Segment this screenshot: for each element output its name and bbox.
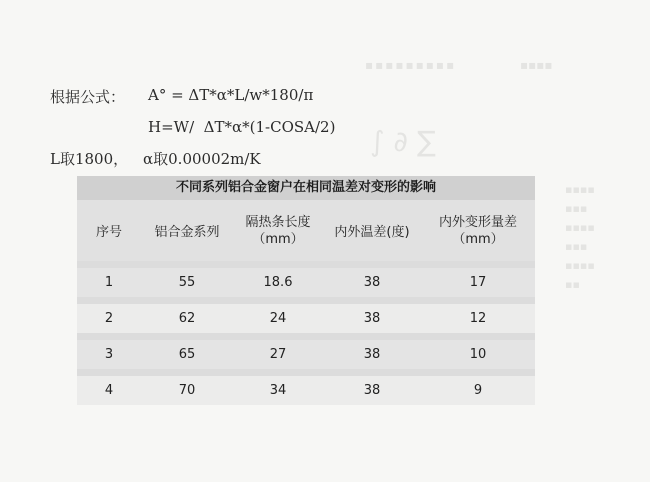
given-length: L取1800， [50,150,129,168]
deformation-table [77,176,535,405]
bleed-through-text: ▪▪▪▪▪▪▪▪▪ [365,58,457,72]
cell-no: 2 [104,311,114,326]
cell-strip-length: 18.6 [263,275,293,290]
table-row [77,268,535,297]
header-strip-length [233,214,323,248]
cell-no: 4 [104,383,114,398]
cell-deformation: 10 [469,347,487,362]
table-title: 不同系列铝合金窗户在相同温差对变形的影响 [77,176,535,200]
table-row [77,340,535,369]
cell-series: 62 [178,311,196,326]
header-strip-length-unit: （mm） [252,231,304,247]
formula-angle: A° = ΔT*α*L/w*180/π [148,86,314,104]
header-deformation-unit: （mm） [452,231,504,247]
cell-no: 1 [104,275,114,290]
given-alpha: α取0.00002m/K [143,150,261,168]
formula-height: H=W/ ΔT*α*(1-COSA/2) [148,118,336,136]
cell-deformation: 17 [469,275,487,290]
cell-series: 55 [178,275,196,290]
table-row [77,376,535,405]
cell-deformation: 9 [473,383,483,398]
cell-series: 65 [178,347,196,362]
header-no: 序号 [95,225,122,240]
bleed-through-text: ▪▪▪▪ ▪▪▪ ▪▪▪▪ ▪▪▪ ▪▪▪▪ ▪▪ [565,183,595,291]
header-strip-length-line1: 隔热条长度 [245,214,311,230]
table-header [77,200,535,261]
cell-strip-length: 24 [269,311,287,326]
bleed-through-text: ∫ ∂ ∑ [370,125,436,158]
cell-deformation: 12 [469,311,487,326]
cell-temp-diff: 38 [363,383,381,398]
cell-strip-length: 27 [269,347,287,362]
bleed-through-text: ▪▪▪▪ [520,58,553,72]
cell-no: 3 [104,347,114,362]
formula-label: 根据公式： [50,88,126,106]
header-temp-diff: 内外温差(度) [334,225,410,240]
table-row [77,304,535,333]
header-deformation-line1: 内外变形量差 [438,214,517,230]
cell-series: 70 [178,383,196,398]
cell-temp-diff: 38 [363,347,381,362]
cell-temp-diff: 38 [363,311,381,326]
header-deformation [421,214,535,248]
header-series: 铝合金系列 [154,225,220,240]
cell-strip-length: 34 [269,383,287,398]
cell-temp-diff: 38 [363,275,381,290]
